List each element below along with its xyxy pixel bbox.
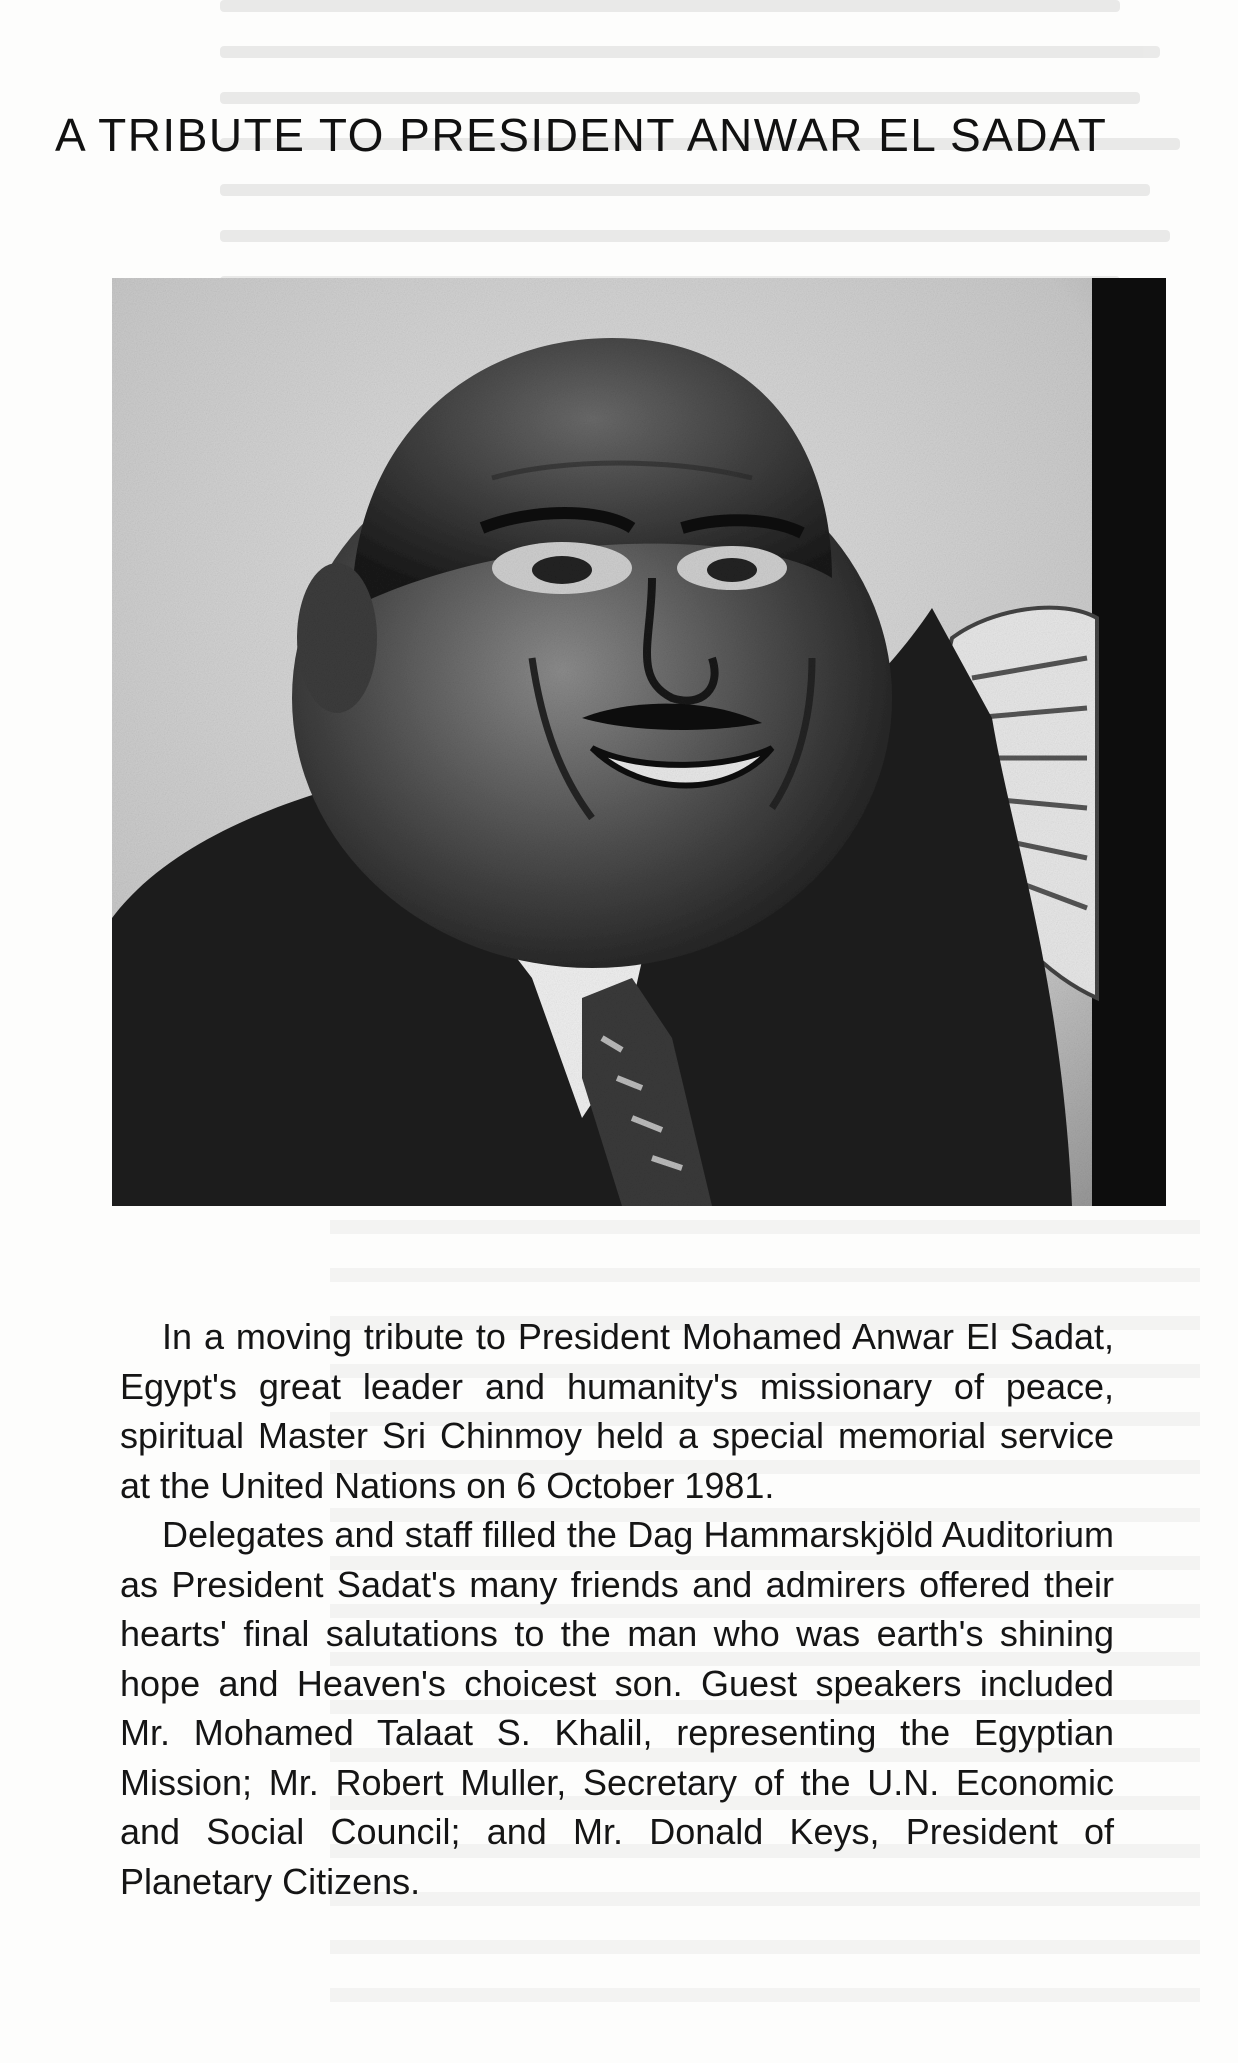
page-title: A TRIBUTE TO PRESIDENT ANWAR EL SADAT xyxy=(55,109,1108,161)
paragraph-2: Delegates and staff filled the Dag Hammarskjöld Auditorium as President Sadat's many friends and admirers offered their hearts' final salutations to the man who was earth's shining hope and Heaven's choicest son. Guest speakers included Mr. Mohamed Talaat S. Khalil, representing the Egyptian Mission; Mr. Robert Muller, Secretary of the U.N. Economic and Social Council; and Mr. Donald Keys, President of Planetary Citizens. xyxy=(120,1514,1114,1902)
paragraph-1: In a moving tribute to President Mohamed Anwar El Sadat, Egypt's great leader and humanity's missionary of peace, spiritual Master Sri Chinmoy held a special memorial service at the United Nations on 6 October 1981. xyxy=(120,1316,1114,1506)
portrait-photo-image xyxy=(112,278,1166,1206)
article-body xyxy=(120,1312,1114,1906)
portrait-photo xyxy=(112,278,1166,1206)
